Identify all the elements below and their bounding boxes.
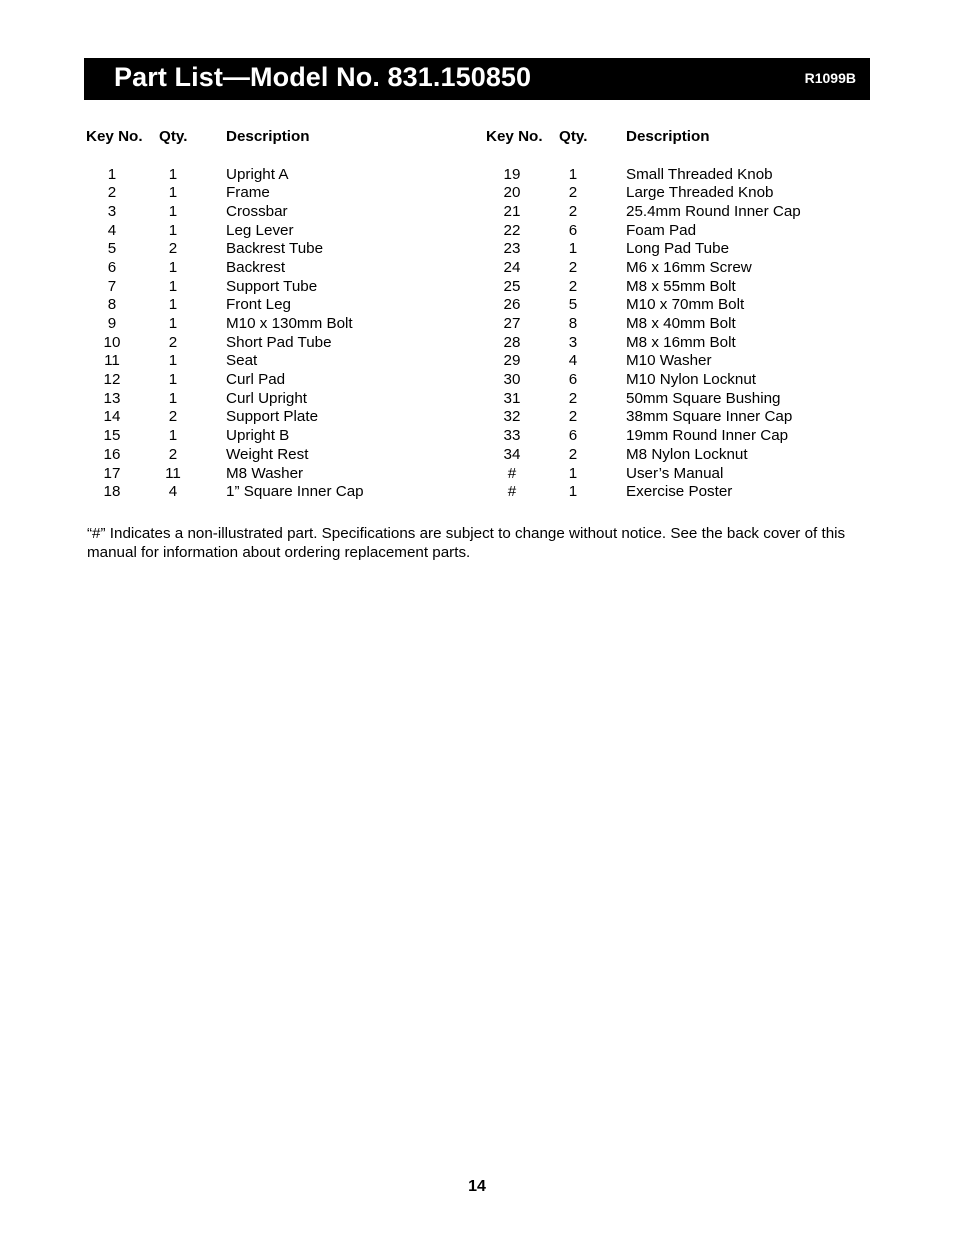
description: M10 x 130mm Bolt — [226, 315, 353, 332]
key-number: 3 — [107, 202, 117, 220]
table-row — [484, 427, 884, 446]
table-row — [484, 184, 884, 203]
table-row — [84, 483, 484, 502]
description: M8 x 55mm Bolt — [626, 277, 736, 295]
description: Foam Pad — [626, 221, 697, 239]
quantity: 2 — [568, 408, 578, 426]
quantity: 1 — [168, 352, 178, 370]
table-body — [484, 166, 884, 502]
table-row — [84, 352, 484, 371]
key-number: 16 — [103, 445, 121, 463]
table-row — [484, 371, 884, 390]
description: Weight Rest — [226, 445, 309, 463]
table-header — [484, 128, 884, 148]
quantity: 2 — [568, 445, 578, 463]
title-bar — [84, 58, 870, 100]
key-number: 26 — [503, 296, 521, 314]
quantity: 1 — [168, 389, 178, 407]
description: M10 x 70mm Bolt — [626, 296, 745, 314]
description: Short Pad Tube — [226, 333, 332, 351]
description: Support Tube — [226, 277, 318, 295]
table-row — [84, 203, 484, 222]
table-row — [84, 390, 484, 409]
quantity: 2 — [568, 184, 578, 202]
quantity: 8 — [568, 315, 578, 332]
description: M10 Nylon Locknut — [626, 371, 757, 389]
key-number: 9 — [107, 315, 117, 332]
key-number: 27 — [503, 315, 521, 332]
quantity: 1 — [568, 483, 578, 501]
key-number: 22 — [503, 221, 521, 239]
key-number: 7 — [107, 277, 117, 295]
quantity: 2 — [568, 202, 578, 220]
description: Backrest Tube — [226, 240, 324, 258]
description: Support Plate — [226, 408, 319, 426]
description: 50mm Square Bushing — [626, 389, 781, 407]
description: Curl Upright — [226, 389, 308, 407]
key-number: 14 — [103, 408, 121, 426]
description: M8 Washer — [226, 464, 304, 482]
quantity: 4 — [168, 483, 178, 501]
table-row — [484, 278, 884, 297]
table-row — [484, 222, 884, 241]
table-row — [484, 203, 884, 222]
table-row — [484, 483, 884, 502]
page-number: 14 — [468, 1178, 486, 1195]
key-number: 18 — [103, 483, 121, 501]
quantity: 1 — [168, 277, 178, 295]
table-row — [484, 465, 884, 484]
key-number: # — [507, 483, 517, 501]
quantity: 6 — [568, 371, 578, 389]
key-number: 34 — [503, 445, 521, 463]
key-number: 30 — [503, 371, 521, 389]
quantity: 6 — [568, 427, 578, 445]
table-row — [84, 334, 484, 353]
quantity: 2 — [168, 240, 178, 258]
table-row — [84, 408, 484, 427]
table-row — [484, 296, 884, 315]
key-number: 20 — [503, 184, 521, 202]
description: 19mm Round Inner Cap — [626, 427, 789, 445]
description: Leg Lever — [226, 221, 294, 239]
table-row — [484, 446, 884, 465]
key-number: 29 — [503, 352, 521, 370]
key-number: # — [507, 464, 517, 482]
key-number: 25 — [503, 277, 521, 295]
table-row — [84, 222, 484, 241]
quantity: 5 — [568, 296, 578, 314]
quantity: 6 — [568, 221, 578, 239]
key-number: 5 — [107, 240, 117, 258]
key-number: 23 — [503, 240, 521, 258]
key-number: 15 — [103, 427, 121, 445]
description: M6 x 16mm Screw — [626, 258, 752, 276]
quantity: 1 — [168, 427, 178, 445]
key-number: 28 — [503, 333, 521, 351]
document-code: R1099B — [804, 70, 856, 86]
key-number: 12 — [103, 371, 121, 389]
quantity: 1 — [568, 240, 578, 258]
description: Frame — [226, 184, 270, 202]
quantity: 1 — [568, 464, 578, 482]
quantity: 1 — [568, 165, 578, 183]
quantity: 2 — [168, 445, 178, 463]
description: 38mm Square Inner Cap — [626, 408, 793, 426]
quantity: 11 — [165, 464, 181, 482]
table-row — [84, 427, 484, 446]
table-row — [84, 166, 484, 185]
quantity: 1 — [168, 371, 178, 389]
key-number: 31 — [503, 389, 521, 407]
table-row — [484, 408, 884, 427]
key-number: 19 — [503, 165, 521, 183]
key-number: 24 — [503, 258, 521, 276]
quantity: 2 — [568, 277, 578, 295]
column-header-qty: Qty. — [159, 128, 188, 145]
quantity: 3 — [568, 333, 578, 351]
table-row — [84, 278, 484, 297]
table-row — [84, 446, 484, 465]
column-header-qty: Qty. — [559, 128, 588, 145]
quantity: 2 — [168, 408, 178, 426]
key-number: 1 — [107, 165, 117, 183]
column-header-key: Key No. — [86, 128, 143, 145]
key-number: 32 — [503, 408, 521, 426]
description: 25.4mm Round Inner Cap — [626, 202, 801, 220]
page-title: Part List—Model No. 831.150850 — [114, 62, 532, 92]
description: M8 Nylon Locknut — [626, 445, 748, 463]
table-body — [84, 166, 484, 502]
quantity: 4 — [568, 352, 578, 370]
table-header — [84, 128, 484, 148]
table-row — [84, 315, 484, 334]
table-row — [484, 166, 884, 185]
table-row — [484, 352, 884, 371]
table-row — [484, 259, 884, 278]
quantity: 2 — [168, 333, 178, 351]
table-row — [84, 465, 484, 484]
key-number: 33 — [503, 427, 521, 445]
description: Long Pad Tube — [626, 240, 730, 258]
description: Crossbar — [226, 202, 288, 220]
key-number: 17 — [103, 464, 121, 482]
description: Seat — [226, 352, 258, 370]
quantity: 1 — [168, 202, 178, 220]
table-row — [84, 296, 484, 315]
description: Small Threaded Knob — [626, 165, 773, 183]
table-row — [84, 240, 484, 259]
key-number: 8 — [107, 296, 117, 314]
key-number: 13 — [103, 389, 121, 407]
column-header-description: Description — [226, 128, 310, 145]
parts-table-right — [484, 128, 884, 502]
description: User’s Manual — [626, 464, 724, 482]
description: 1” Square Inner Cap — [226, 483, 364, 501]
table-row — [484, 315, 884, 334]
description: M8 x 16mm Bolt — [626, 333, 736, 351]
column-header-key: Key No. — [486, 128, 543, 145]
quantity: 1 — [168, 315, 178, 332]
key-number: 10 — [103, 333, 121, 351]
key-number: 21 — [503, 202, 521, 220]
description: Front Leg — [226, 296, 292, 314]
key-number: 2 — [107, 184, 117, 202]
key-number: 4 — [107, 221, 117, 239]
description: Backrest — [226, 258, 286, 276]
description: Upright B — [226, 427, 290, 445]
quantity: 1 — [168, 296, 178, 314]
quantity: 1 — [168, 258, 178, 276]
table-row — [484, 334, 884, 353]
footnote: “#” Indicates a non-illustrated part. Specifications are subject to change without notice. See the back cover of this manual for information about ordering replacement parts. — [87, 525, 846, 561]
quantity: 2 — [568, 389, 578, 407]
column-header-description: Description — [626, 128, 710, 145]
description: Upright A — [226, 165, 289, 183]
table-row — [84, 259, 484, 278]
quantity: 1 — [168, 184, 178, 202]
description: M8 x 40mm Bolt — [626, 315, 736, 332]
description: M10 Washer — [626, 352, 712, 370]
quantity: 1 — [168, 221, 178, 239]
quantity: 1 — [168, 165, 178, 183]
table-row — [484, 390, 884, 409]
description: Large Threaded Knob — [626, 184, 774, 202]
table-row — [84, 184, 484, 203]
key-number: 11 — [104, 352, 120, 370]
table-row — [484, 240, 884, 259]
description: Exercise Poster — [626, 483, 733, 501]
key-number: 6 — [107, 258, 117, 276]
description: Curl Pad — [226, 371, 286, 389]
table-row — [84, 371, 484, 390]
parts-table-left — [84, 128, 484, 502]
quantity: 2 — [568, 258, 578, 276]
